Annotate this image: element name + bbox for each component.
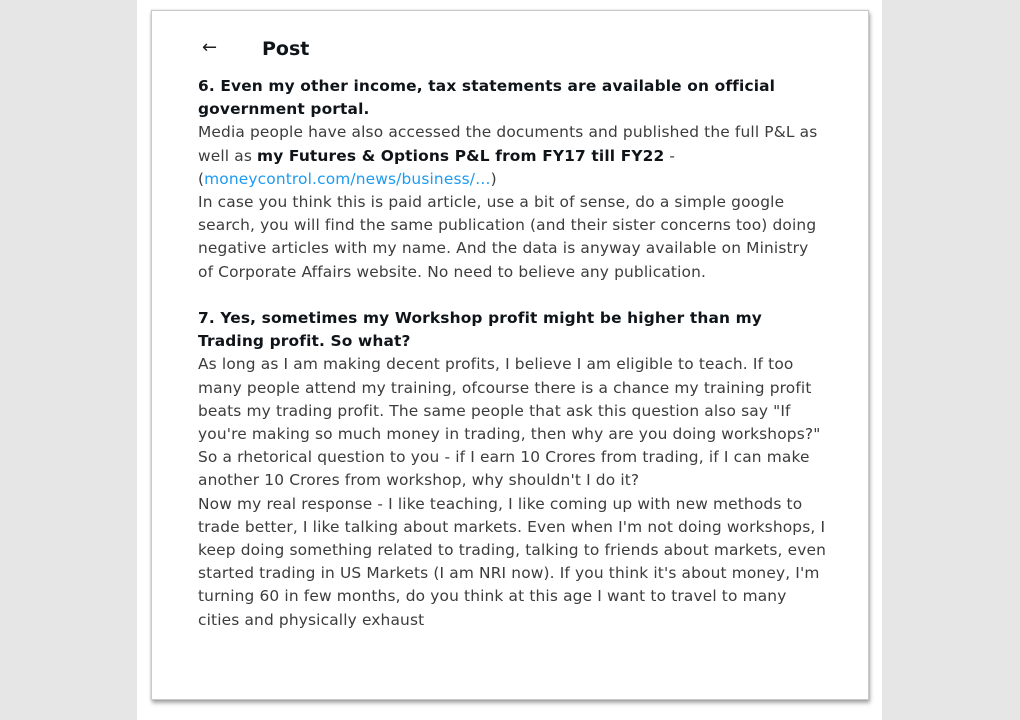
section-6 <box>198 75 828 284</box>
text-span: Media people have also accessed the documents and published the full P&L as well as <box>198 123 818 165</box>
text-span: - <box>664 146 676 165</box>
post-header <box>152 11 868 61</box>
section-paragraph: As long as I am making decent profits, I believe I am eligible to teach. If too many people attend my training, ofcourse there is a chance my training profit beats my trading profit. The same people that ask this question also say "If you're making so much money in trading, then why are you doing workshops?" <box>198 355 821 444</box>
arrow-left-icon[interactable]: ← <box>202 37 218 58</box>
article-link[interactable]: moneycontrol.com/news/business/… <box>204 169 491 188</box>
section-7 <box>198 307 828 632</box>
bold-text: my Futures & Options P&L from FY17 till FY22 <box>257 146 665 165</box>
section-paragraph: In case you think this is paid article, use a bit of sense, do a simple google search, you will find the same publication (and their sister concerns too) doing negative articles with my name. And the data is anyway available on Ministry of Corporate Affairs website. No need to believe any publication. <box>198 193 817 281</box>
section-paragraph: Now my real response - I like teaching, I like coming up with new methods to trade better, I like talking about markets. Even when I'm not doing workshops, I keep doing something related to trading, talking to friends about markets, even started trading in US Markets (I am NRI now). If you think it's about money, I'm turning 60 in few months, do you think at this age I want to travel to many cities and physically exhaust <box>198 494 827 629</box>
section-heading: 6. Even my other income, tax statements are available on official government portal. <box>198 77 776 119</box>
page-title: Post <box>262 38 310 60</box>
post-screenshot-card <box>151 10 869 700</box>
text-span: ) <box>490 169 497 188</box>
section-heading: 7. Yes, sometimes my Workshop profit might be higher than my Trading profit. So what? <box>198 309 762 351</box>
section-paragraph: So a rhetorical question to you - if I earn 10 Crores from trading, if I can make another 10 Crores from workshop, why shouldn't I do it? <box>198 448 810 490</box>
section-paragraph <box>198 121 828 191</box>
text-span: ( <box>198 169 205 188</box>
post-body <box>198 75 828 667</box>
